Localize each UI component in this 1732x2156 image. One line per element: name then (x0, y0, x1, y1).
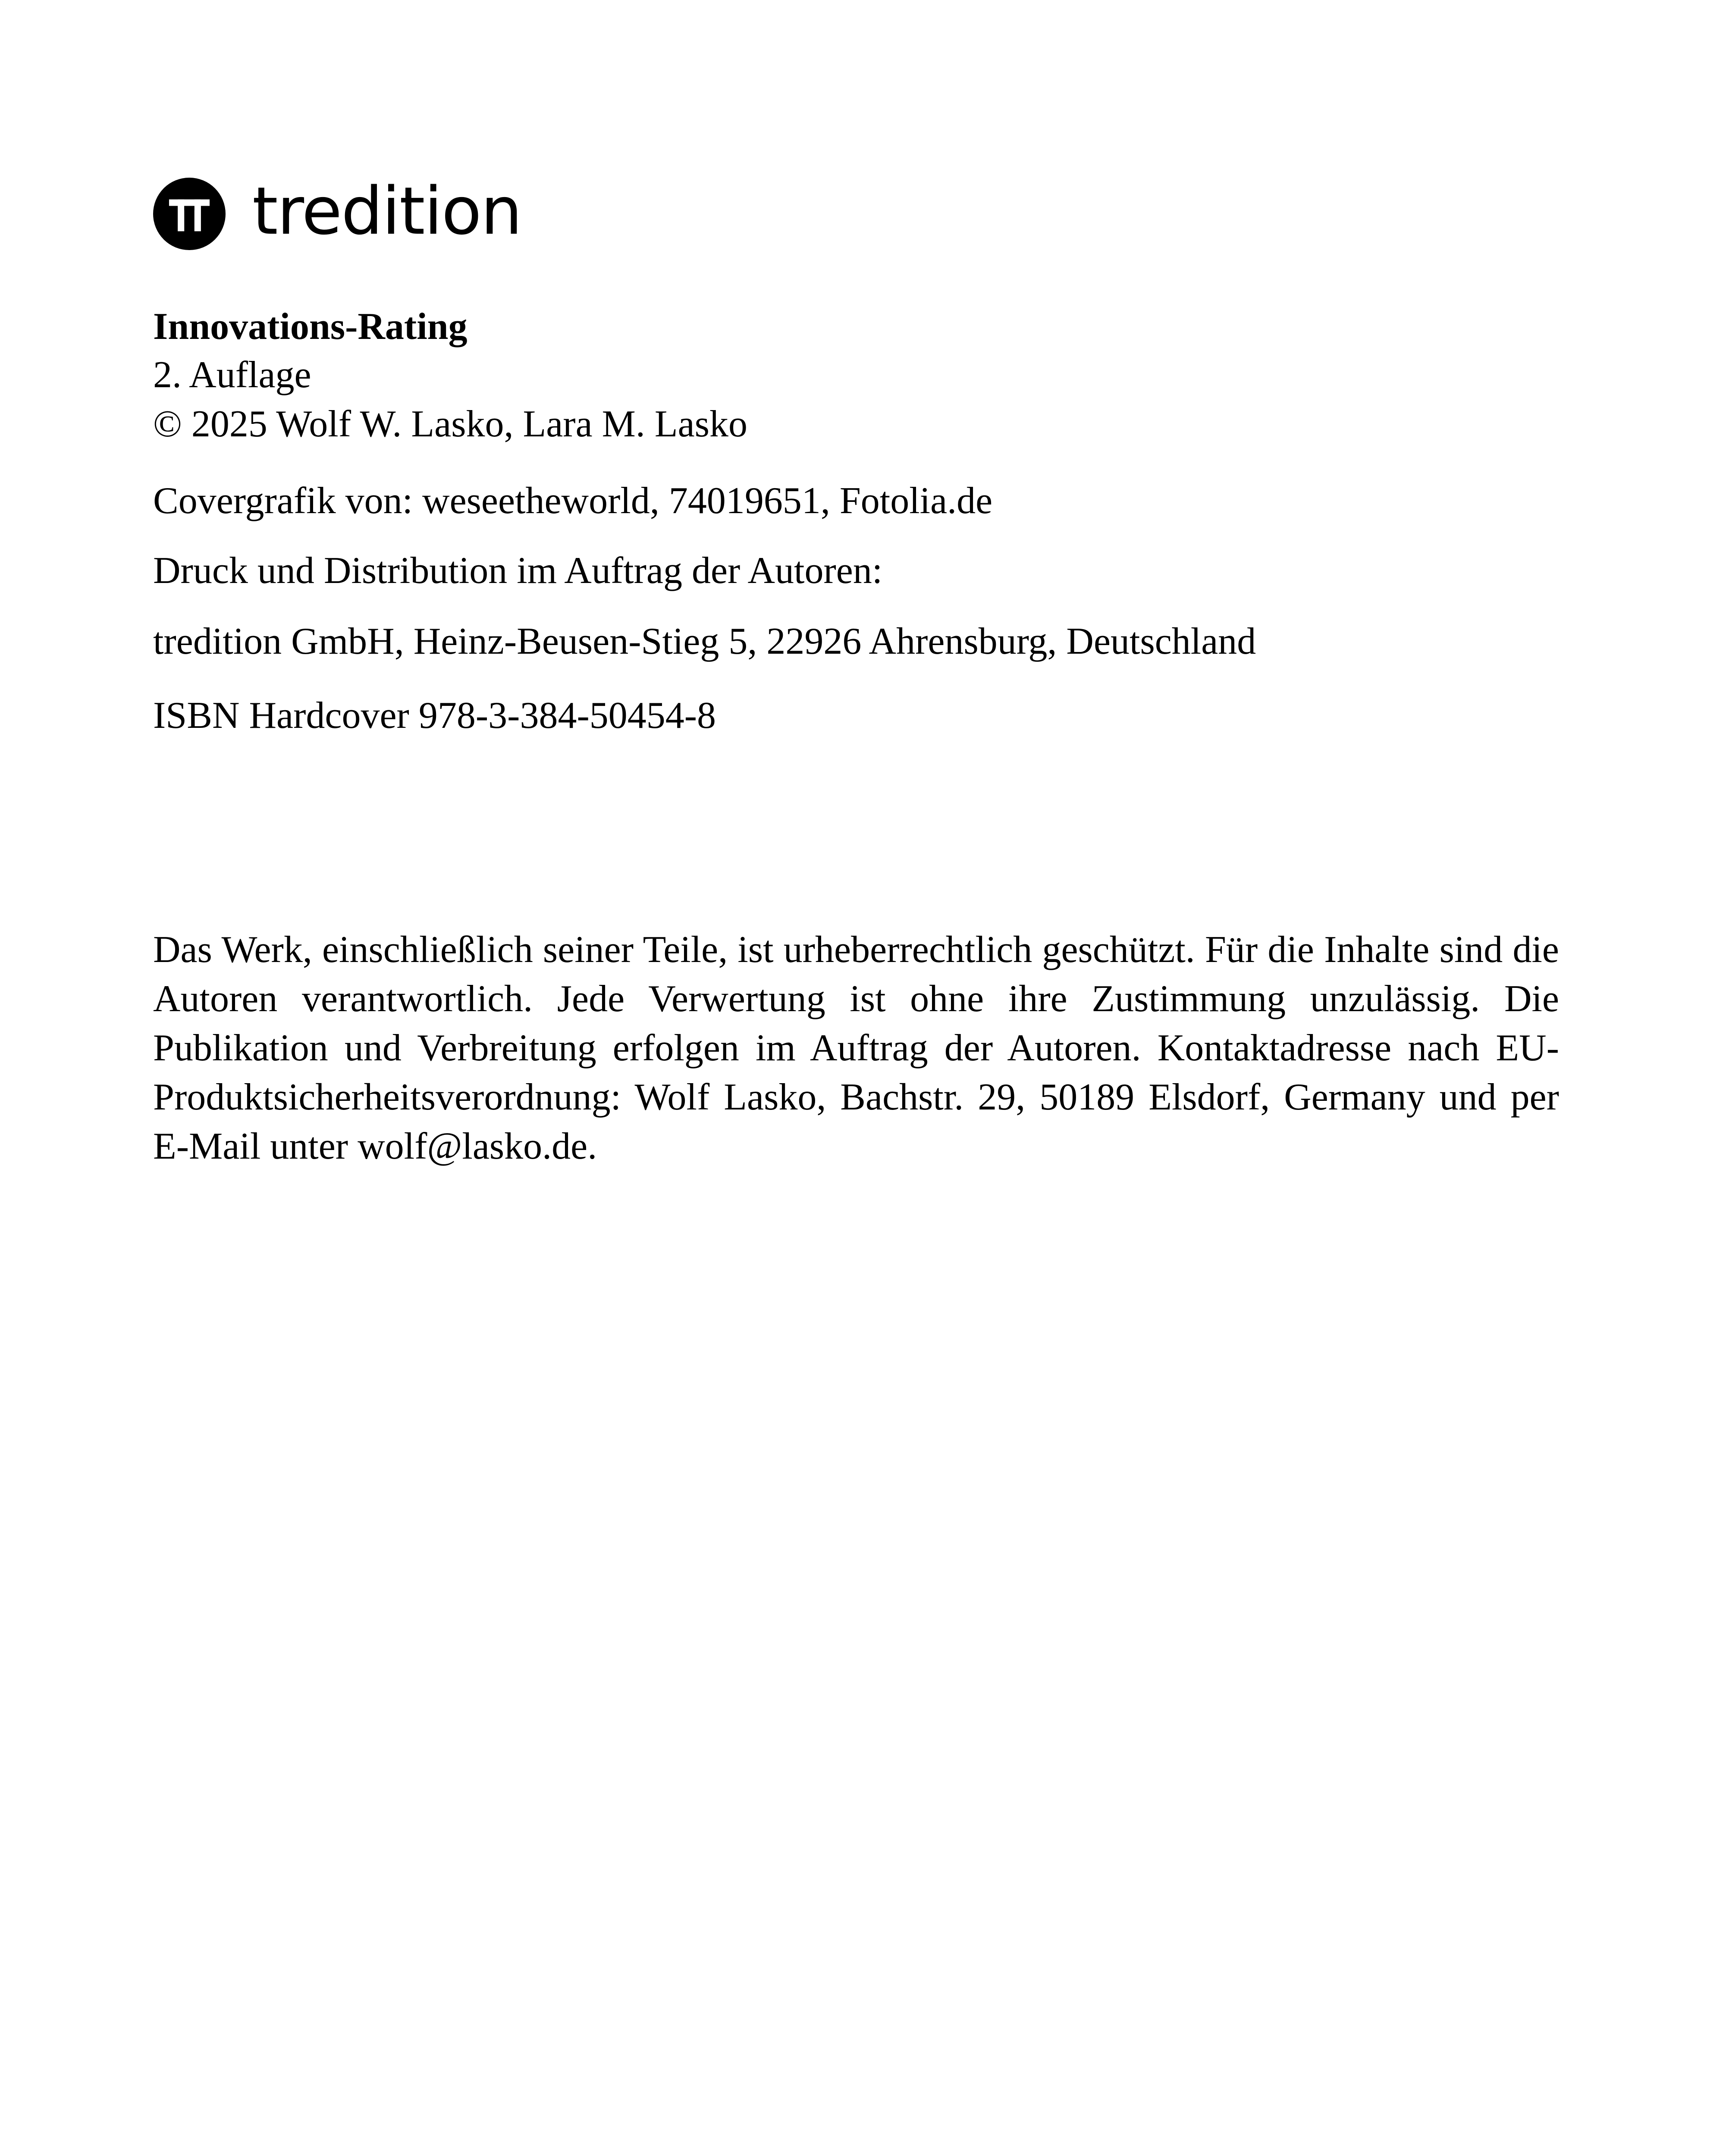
publisher-wordmark: tredition (252, 173, 522, 249)
print-distribution-line: Druck und Distribution im Auftrag der Autoren: (153, 550, 883, 592)
copyright-line: © 2025 Wolf W. Lasko, Lara M. Lasko (153, 403, 747, 445)
cover-credit: Covergrafik von: weseetheworld, 74019651, Fotolia.de (153, 480, 993, 522)
isbn-line: ISBN Hardcover 978-3-384-50454-8 (153, 695, 716, 736)
tredition-logo-icon (153, 178, 226, 250)
edition-label: 2. Auflage (153, 354, 311, 396)
publisher-address: tredition GmbH, Heinz-Beusen-Stieg 5, 22926 Ahrensburg, Deutschland (153, 620, 1256, 662)
book-title: Innovations-Rating (153, 306, 468, 348)
imprint-page (153, 0, 1559, 2156)
legal-notice: Das Werk, einschließlich seiner Teile, ist urheberrechtlich geschützt. Für die Inhalte sind die Autoren verantwortlich. Jede Verwertung ist ohne ihre Zustimmung unzulässig. Die Publikation und Verbreitung erfolgen im Auftrag der Autoren. Kontaktadresse nach EU-Produktsicherheitsverordnung: Wolf Lasko, Bachstr. 29, 50189 Elsdorf, Germany und per E-Mail unter wolf@lasko.de. (153, 929, 1559, 1167)
publisher-logo (153, 175, 521, 253)
